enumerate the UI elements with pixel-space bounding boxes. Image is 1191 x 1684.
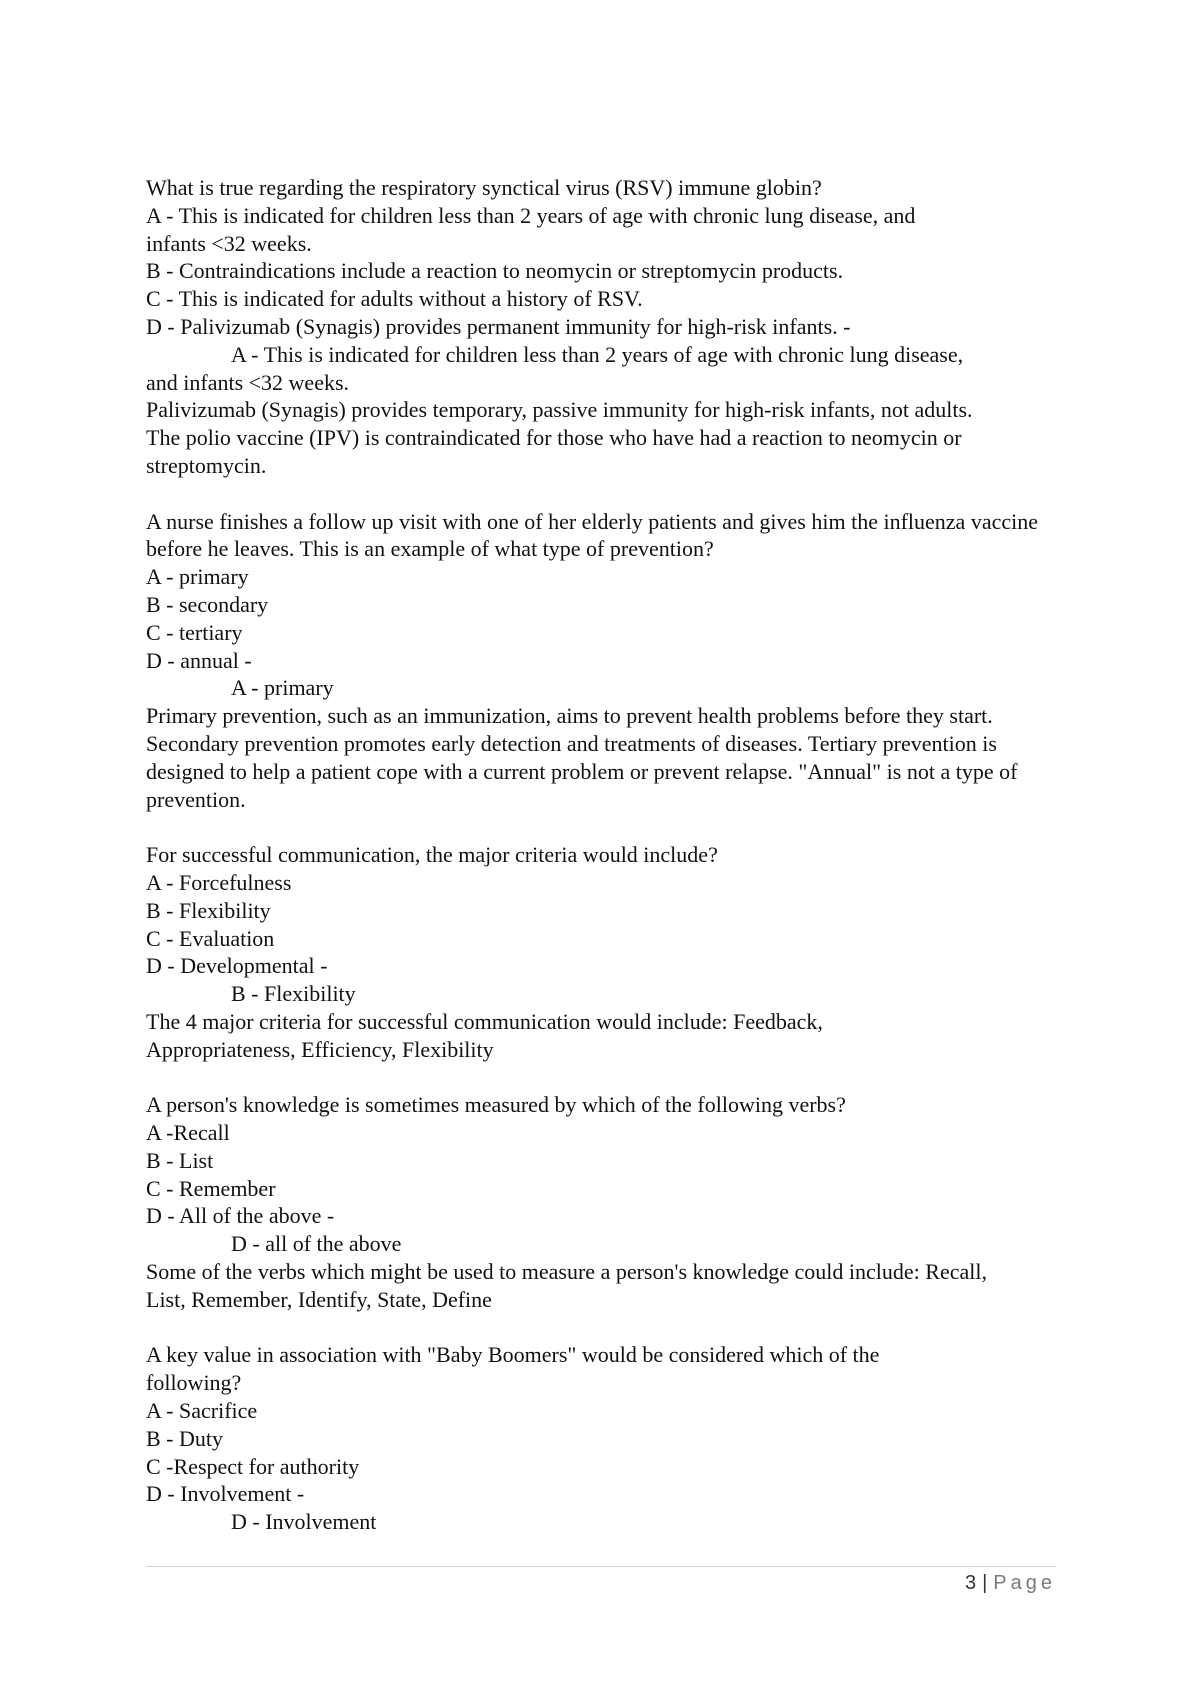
option-b: B - Duty bbox=[146, 1425, 223, 1451]
option-c: C -Respect for authority bbox=[146, 1453, 360, 1479]
explanation-text: Primary prevention, such as an immunization, aims to prevent health problems before they start. Secondary prevention promotes early detection and treatments of diseases. Tertiary prevention is designed to help a patient cope with a current problem or prevent relapse. "Annual" is not a type of prevention. bbox=[146, 703, 1018, 812]
option-a: A - Forcefulness bbox=[146, 869, 292, 895]
explanation-text: The 4 major criteria for successful communication would include: Feedback, Appropriateness, Efficiency, Flexibility bbox=[146, 1008, 823, 1062]
option-b: B - Contraindications include a reaction to neomycin or streptomycin products. bbox=[146, 258, 844, 284]
answer-text: A - This is indicated for children less than 2 years of age with chronic lung disease, bbox=[231, 341, 964, 367]
document-body bbox=[146, 174, 1056, 1564]
option-c: C - Remember bbox=[146, 1175, 276, 1201]
answer-text: A - primary bbox=[231, 675, 334, 701]
page-footer bbox=[965, 1572, 1056, 1595]
question-text: A key value in association with "Baby Boomers" would be considered which of the following? bbox=[146, 1342, 880, 1396]
option-d: D - annual - bbox=[146, 647, 252, 673]
option-a: A - Sacrifice bbox=[146, 1398, 258, 1424]
question-text: A person's knowledge is sometimes measured by which of the following verbs? bbox=[146, 1092, 846, 1118]
question-block-2 bbox=[146, 508, 1056, 814]
footer-separator: | bbox=[982, 1572, 988, 1594]
page-label: Page bbox=[993, 1572, 1056, 1594]
answer-text: D - Involvement bbox=[231, 1509, 377, 1535]
explanation-text: Some of the verbs which might be used to measure a person's knowledge could include: Recall, List, Remember, Identify, State, Define bbox=[146, 1259, 987, 1312]
answer-continuation: and infants <32 weeks. bbox=[146, 369, 350, 395]
option-b: B - List bbox=[146, 1147, 214, 1173]
option-b: B - secondary bbox=[146, 591, 269, 617]
question-block-3 bbox=[146, 841, 1056, 1063]
option-a: A -Recall bbox=[146, 1120, 230, 1146]
option-d: D - Developmental - bbox=[146, 953, 328, 979]
question-text: A nurse finishes a follow up visit with one of her elderly patients and gives him the influenza vaccine before he leaves. This is an example of what type of prevention? bbox=[146, 508, 1038, 562]
page-number: 3 bbox=[964, 1572, 977, 1594]
question-text: What is true regarding the respiratory synctical virus (RSV) immune globin? bbox=[146, 175, 822, 200]
answer-text: B - Flexibility bbox=[231, 981, 356, 1007]
question-text: For successful communication, the major criteria would include? bbox=[146, 842, 718, 868]
option-d: D - Palivizumab (Synagis) provides permanent immunity for high-risk infants. - bbox=[146, 313, 851, 339]
option-c: C - tertiary bbox=[146, 619, 243, 645]
question-block-1 bbox=[146, 174, 1056, 480]
option-a: A - primary bbox=[146, 564, 249, 590]
option-c: C - Evaluation bbox=[146, 925, 275, 951]
question-block-5 bbox=[146, 1341, 1056, 1536]
question-block-4 bbox=[146, 1091, 1056, 1313]
option-b: B - Flexibility bbox=[146, 897, 271, 923]
option-d: D - Involvement - bbox=[146, 1481, 305, 1507]
option-d: D - All of the above - bbox=[146, 1203, 335, 1229]
option-c: C - This is indicated for adults without a history of RSV. bbox=[146, 286, 643, 312]
option-a: A - This is indicated for children less than 2 years of age with chronic lung disease, and infants <32 weeks. bbox=[146, 202, 916, 256]
explanation-text: Palivizumab (Synagis) provides temporary, passive immunity for high-risk infants, not adults. The polio vaccine (IPV) is contraindicated for those who have had a reaction to neomycin or streptomycin. bbox=[146, 397, 973, 478]
footer-divider bbox=[146, 1566, 1056, 1567]
answer-text: D - all of the above bbox=[231, 1231, 402, 1257]
